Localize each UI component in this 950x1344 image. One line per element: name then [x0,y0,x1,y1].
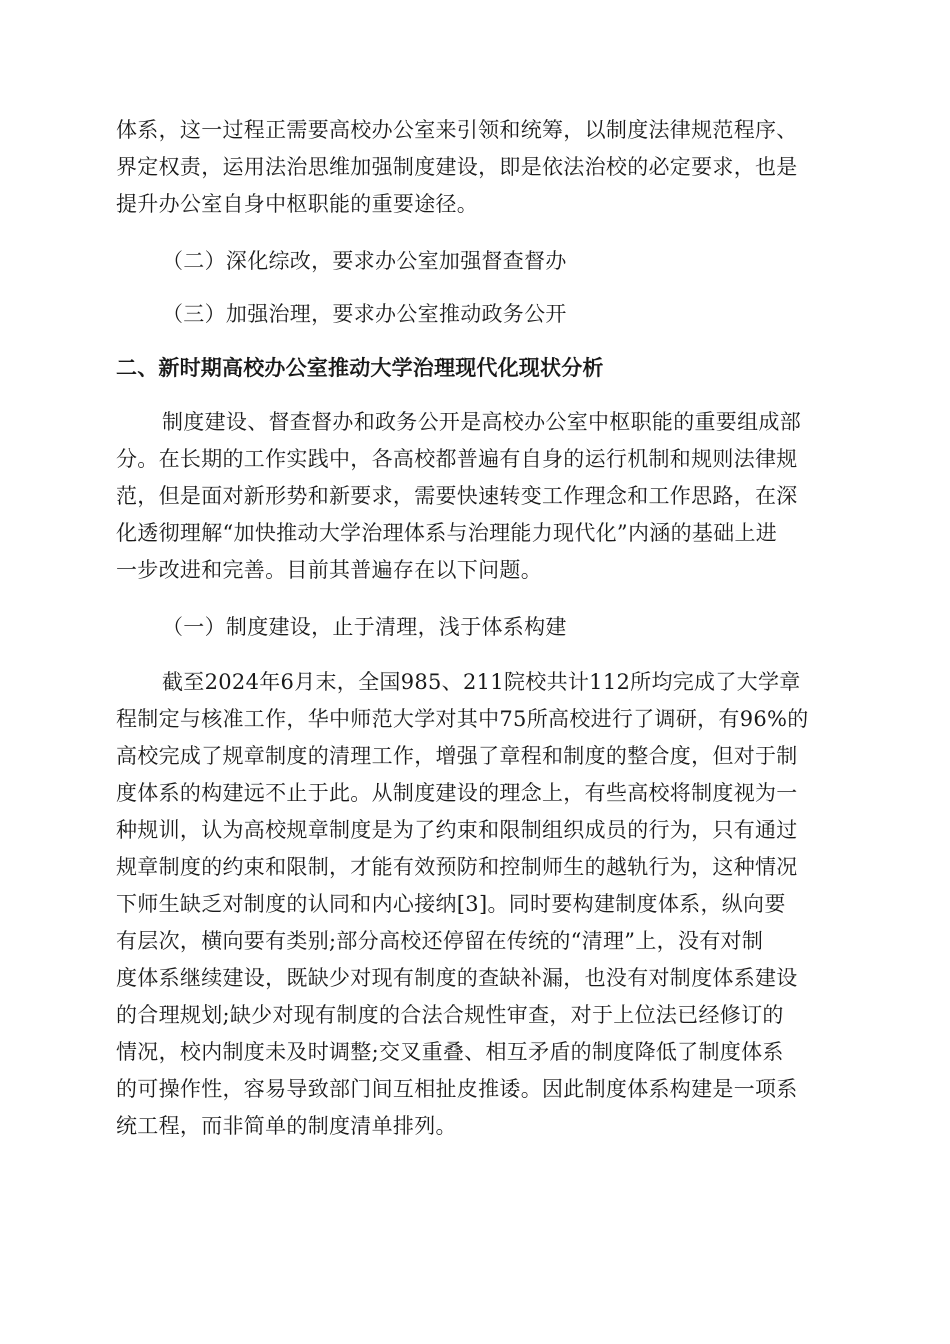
paragraph-3-line: 种规训，认为高校规章制度是为了约束和限制组织成员的行为，只有通过 [116,818,798,842]
paragraph-2-line: 一步改进和完善。目前其普遍存在以下问题。 [116,558,542,582]
paragraph-3-line: 度体系的构建远不止于此。从制度建设的理念上，有些高校将制度视为一 [116,781,798,805]
paragraph-2-line: 分。在长期的工作实践中，各高校都普遍有自身的运行机制和规则法律规 [116,447,798,471]
paragraph-3-line: 高校完成了规章制度的清理工作，增强了章程和制度的整合度，但对于制 [116,744,798,768]
paragraph-3-line: 有层次，横向要有类别;部分高校还停留在传统的“清理”上，没有对制 [116,929,764,953]
paragraph-3-line: 度体系继续建设，既缺少对现有制度的查缺补漏，也没有对制度体系建设 [116,966,798,990]
paragraph-1-line: 提升办公室自身中枢职能的重要途径。 [116,192,479,216]
paragraph-3-line: 规章制度的约束和限制，才能有效预防和控制师生的越轨行为，这种情况 [116,855,798,879]
subheading-two: （二）深化综改，要求办公室加强督查督办 [162,249,567,273]
paragraph-2-line: 化透彻理解“加快推动大学治理体系与治理能力现代化”内涵的基础上进 [116,521,778,545]
paragraph-3-line: 截至2024年6月末，全国985、211院校共计112所均完成了大学章 [162,670,801,694]
subheading-three: （三）加强治理，要求办公室推动政务公开 [162,302,567,326]
paragraph-1-line: 体系，这一过程正需要高校办公室来引领和统筹，以制度法律规范程序、 [116,118,798,142]
paragraph-1-line: 界定权责，运用法治思维加强制度建设，即是依法治校的必定要求，也是 [116,155,798,179]
paragraph-2-line: 制度建设、督查督办和政务公开是高校办公室中枢职能的重要组成部 [162,410,801,434]
paragraph-3-line: 程制定与核准工作，华中师范大学对其中75所高校进行了调研，有96%的 [116,707,809,731]
paragraph-3-line: 下师生缺乏对制度的认同和内心接纳[3]。同时要构建制度体系，纵向要 [116,892,786,916]
subheading-one: （一）制度建设，止于清理，浅于体系构建 [162,615,567,639]
paragraph-3-line: 统工程，而非简单的制度清单排列。 [116,1114,457,1138]
paragraph-3-line: 的合理规划;缺少对现有制度的合法合规性审查，对于上位法已经修订的 [116,1003,784,1027]
paragraph-3-line: 的可操作性，容易导致部门间互相扯皮推诿。因此制度体系构建是一项系 [116,1077,798,1101]
paragraph-2-line: 范，但是面对新形势和新要求，需要快速转变工作理念和工作思路，在深 [116,484,798,508]
paragraph-3-line: 情况，校内制度未及时调整;交叉重叠、相互矛盾的制度降低了制度体系 [116,1040,784,1064]
section-heading: 二、新时期高校办公室推动大学治理现代化现状分析 [116,356,604,380]
